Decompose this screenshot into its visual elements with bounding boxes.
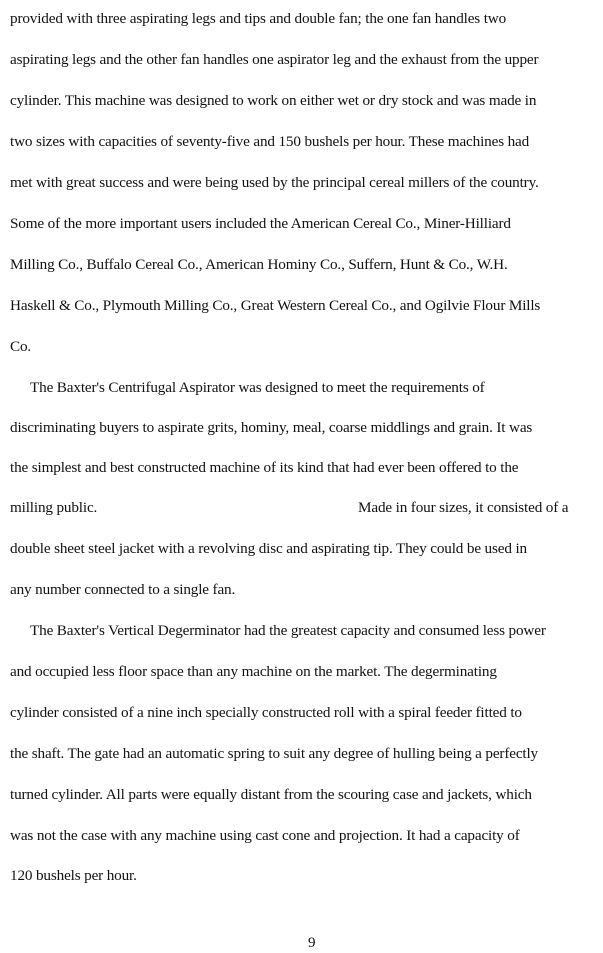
text-line: the shaft. The gate had an automatic spring to suit any degree of hulling being a perfectly bbox=[10, 745, 539, 762]
text-line: two sizes with capacities of seventy-five and 150 bushels per hour. These machines had bbox=[10, 133, 530, 150]
text-line: Haskell & Co., Plymouth Milling Co., Great Western Cereal Co., and Ogilvie Flour Mills bbox=[10, 297, 541, 314]
paragraph-first-line: The Baxter's Centrifugal Aspirator was designed to meet the requirements of bbox=[30, 379, 485, 396]
text-line: 120 bushels per hour. bbox=[10, 867, 137, 884]
text-line: provided with three aspirating legs and tips and double fan; the one fan handles two bbox=[10, 10, 507, 27]
text-line: discriminating buyers to aspirate grits, hominy, meal, coarse middlings and grain. It was bbox=[10, 419, 533, 436]
text-line: Milling Co., Buffalo Cereal Co., American Hominy Co., Suffern, Hunt & Co., W.H. bbox=[10, 256, 508, 273]
text-line: double sheet steel jacket with a revolving disc and aspirating tip. They could be used in bbox=[10, 540, 527, 557]
text-line: milling public. bbox=[10, 499, 98, 516]
text-line: any number connected to a single fan. bbox=[10, 581, 236, 598]
text-line: turned cylinder. All parts were equally distant from the scouring case and jackets, which bbox=[10, 786, 532, 803]
text-line: aspirating legs and the other fan handles one aspirator leg and the exhaust from the upper bbox=[10, 51, 539, 68]
text-line: the simplest and best constructed machine of its kind that had ever been offered to the bbox=[10, 459, 519, 476]
text-line: Some of the more important users included the American Cereal Co., Miner-Hilliard bbox=[10, 215, 511, 232]
paragraph-first-line: The Baxter's Vertical Degerminator had the greatest capacity and consumed less power bbox=[30, 622, 546, 639]
text-line-continuation: Made in four sizes, it consisted of a bbox=[358, 499, 569, 516]
text-line: Co. bbox=[10, 338, 32, 355]
text-line: cylinder. This machine was designed to work on either wet or dry stock and was made in bbox=[10, 92, 537, 109]
text-line: cylinder consisted of a nine inch specially constructed roll with a spiral feeder fitted to bbox=[10, 704, 522, 721]
text-line: was not the case with any machine using cast cone and projection. It had a capacity of bbox=[10, 827, 520, 844]
page-number: 9 bbox=[308, 935, 316, 951]
text-line: met with great success and were being used by the principal cereal millers of the country. bbox=[10, 174, 539, 191]
text-line: and occupied less floor space than any machine on the market. The degerminating bbox=[10, 663, 497, 680]
